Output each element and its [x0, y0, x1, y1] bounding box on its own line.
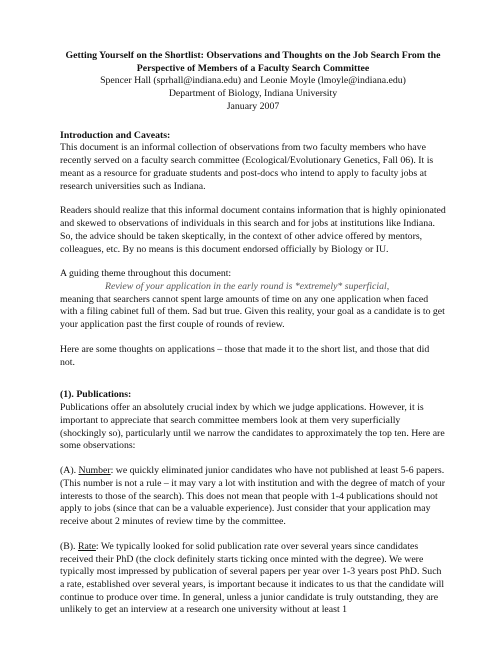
date-line: January 2007: [226, 100, 280, 112]
point-a-label: (A).: [60, 465, 79, 477]
authors-line: Spencer Hall (sprhall@indiana.edu) and Leonie Moyle (lmoyle@indiana.edu): [100, 75, 406, 87]
point-b-term: Rate: [77, 540, 96, 552]
point-b-text: : We typically looked for solid publication rate over several years since candidates received their PhD (the clock definitely starts ticking once minted with the degree). We were typically most impressed by publication of several papers per year over 1-3 years post PhD. Such a rate, established over several years, is important because it indicates to us that the candidate will continue to produce over time. In general, unless a junior candidate is truly outstanding, they are unlikely to get an interview at a research one university without at least 1: [60, 540, 445, 616]
point-a-term: Number: [78, 465, 111, 477]
guiding-theme: [60, 268, 446, 332]
point-b: [60, 541, 446, 617]
intro-paragraph-2: Readers should realize that this informal document contains information that is highly opinionated and skewed to observations of individuals in this search and for jobs at institutions like Indiana. So, the advice should be taken skeptically, in the context of other advice offered by mentors, colleagues, etc. By no means is this document endorsed officially by Biology or IU.: [60, 205, 446, 255]
department-line: Department of Biology, Indiana University: [168, 88, 338, 100]
publications-paragraph: Publications offer an absolutely crucial index by which we judge applications. However, it is important to appreciate that search committee members look at them very superficially (shockingly so), particularly until we narrow the candidates to approximately the top ten. Here are some observations:: [60, 402, 445, 452]
theme-intro: A guiding theme throughout this document:: [60, 268, 232, 280]
point-a-text: : we quickly eliminated junior candidates who have not published at least 5-6 papers. (This number is not a rule – it may vary a lot with institution and with the degree of match of your interests to those of the search). This does not mean that people with 1-4 publications should not apply to jobs (since that can be a valuable experience). Just consider that your application may receive about 2 minutes of review time by the committee.: [60, 465, 445, 528]
publications-heading: (1). Publications:: [60, 389, 132, 401]
intro-paragraph-4: Here are some thoughts on applications – those that made it to the short list, and those that did not.: [60, 343, 430, 368]
intro-heading: Introduction and Caveats:: [60, 129, 171, 141]
point-a: [60, 465, 446, 529]
publications-section: [60, 389, 446, 453]
point-b-label: (B).: [60, 540, 78, 552]
intro-section: [60, 130, 446, 194]
theme-quote: Review of your application in the early round is *extremely* superficial,: [105, 281, 390, 293]
document-title: Getting Yourself on the Shortlist: Observations and Thoughts on the Job Search From the Perspective of Members of a Faculty Search Committee: [65, 50, 441, 74]
intro-paragraph-1: This document is an informal collection of observations from two faculty members who have recently served on a faculty search committee (Ecological/Evolutionary Genetics, Fall 06). It is meant as a resource for graduate students and post-docs who intend to apply to faculty jobs at research universities such as Indiana.: [60, 142, 434, 192]
theme-rest: meaning that searchers cannot spent large amounts of time on any one application when faced with a filing cabinet full of them. Sad but true. Given this reality, your goal as a candidate is to get your application past the first couple of rounds of review.: [60, 293, 445, 331]
